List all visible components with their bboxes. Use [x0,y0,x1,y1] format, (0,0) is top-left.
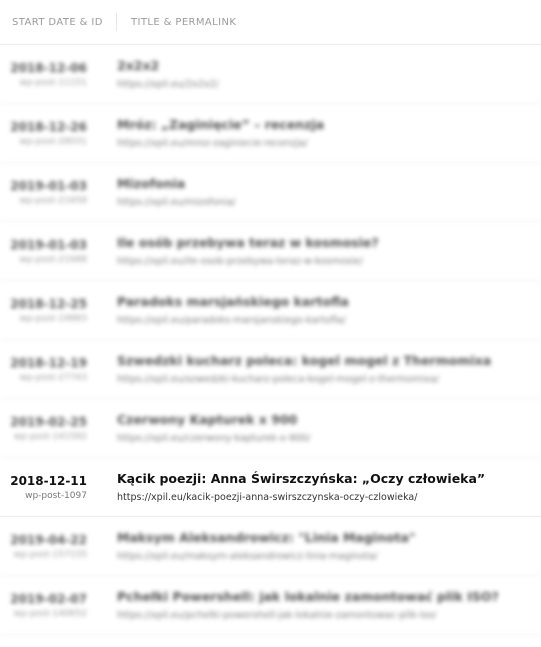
start-date-cell [0,238,101,265]
title-cell [101,235,541,267]
table-header [0,0,541,45]
post-title[interactable]: Ile osób przebywa teraz w kosmosie? [117,235,379,250]
post-id: wp-post-157155 [13,549,87,560]
post-id: wp-post-1097 [25,490,87,501]
column-header-title-permalink[interactable]: TITLE & PERMALINK [131,16,237,28]
post-title[interactable]: Maksym Aleksandrowicz: "Linia Maginota" [117,530,416,545]
post-title[interactable]: Paradoks marsjańskiego kartofla [117,294,349,309]
title-cell [101,471,541,503]
post-title[interactable]: Mróz: „Zaginięcie” – recenzja [117,117,325,132]
start-date-cell [0,592,101,619]
post-id: wp-post-19883 [19,313,87,324]
title-cell [101,530,541,562]
table-row[interactable] [0,222,541,281]
start-date-cell [0,415,101,442]
start-date-cell [0,533,101,560]
post-id: wp-post-28031 [19,136,87,147]
post-title[interactable]: Mizofonia [117,176,186,191]
table-row[interactable] [0,576,541,635]
post-permalink[interactable]: https://xpil.eu/pchelki-powershell-jak-lokalnie-zamontowac-plik-iso/ [117,610,437,621]
title-cell [101,412,541,444]
start-date-cell [0,474,101,501]
post-date: 2018-12-06 [10,60,87,75]
start-date-cell [0,356,101,383]
post-title[interactable]: Pchełki Powershell: jak lokalnie zamontować plik ISO? [117,589,499,604]
post-id: wp-post-140652 [13,608,87,619]
post-id: wp-post-21658 [19,195,87,206]
post-date: 2018-12-25 [10,296,87,311]
title-cell [101,589,541,621]
table-row[interactable] [0,104,541,163]
post-date: 2019-01-03 [10,237,87,252]
post-id: wp-post-21688 [19,254,87,265]
table-row[interactable] [0,399,541,458]
post-permalink[interactable]: https://xpil.eu/czerwony-kapturek-x-900/ [117,433,311,444]
start-date-cell [0,61,101,88]
title-cell [101,353,541,385]
start-date-cell [0,120,101,147]
post-date: 2018-12-26 [10,119,87,134]
start-date-cell [0,179,101,206]
post-date: 2018-12-19 [10,355,87,370]
post-id: wp-post-141582 [13,431,87,442]
column-header-start-date-id[interactable]: START DATE & ID [12,16,103,28]
title-cell [101,117,541,149]
post-permalink[interactable]: https://xpil.eu/mroz-zaginiecie-recenzja/ [117,138,308,149]
title-cell [101,58,541,90]
table-row[interactable] [0,281,541,340]
table-row[interactable] [0,340,541,399]
table-row[interactable] [0,163,541,222]
post-title[interactable]: Kącik poezji: Anna Świrszczyńska: „Oczy człowieka” [117,471,486,486]
table-row-focused[interactable] [0,458,541,517]
post-date: 2019-01-03 [10,178,87,193]
post-permalink[interactable]: https://xpil.eu/ile-osob-przebywa-teraz-w-kosmosie/ [117,256,363,267]
post-id: wp-post-11151 [19,77,87,88]
post-date: 2018-12-11 [10,473,87,488]
post-permalink[interactable]: https://xpil.eu/kacik-poezji-anna-swirszczynska-oczy-czlowieka/ [117,492,418,503]
post-permalink[interactable]: https://xpil.eu/mizofonia/ [117,197,236,208]
post-permalink[interactable]: https://xpil.eu/2x2x2/ [117,79,219,90]
post-date: 2019-02-07 [10,591,87,606]
post-permalink[interactable]: https://xpil.eu/szwedzki-kucharz-poleca-kogel-mogel-z-thermomixa/ [117,374,439,385]
post-date: 2019-04-22 [10,532,87,547]
post-permalink[interactable]: https://xpil.eu/maksym-aleksandrowicz-linia-maginota/ [117,551,378,562]
column-divider [116,13,117,31]
post-title[interactable]: Szwedzki kucharz poleca: kogel mogel z Thermomixa [117,353,492,368]
post-date: 2019-02-25 [10,414,87,429]
table-row[interactable] [0,517,541,576]
table-row[interactable] [0,45,541,104]
post-title[interactable]: 2x2x2 [117,58,160,73]
title-cell [101,176,541,208]
post-id: wp-post-27743 [19,372,87,383]
post-title[interactable]: Czerwony Kapturek x 900 [117,412,298,427]
start-date-cell [0,297,101,324]
title-cell [101,294,541,326]
post-permalink[interactable]: https://xpil.eu/paradoks-marsjanskiego-kartofla/ [117,315,346,326]
